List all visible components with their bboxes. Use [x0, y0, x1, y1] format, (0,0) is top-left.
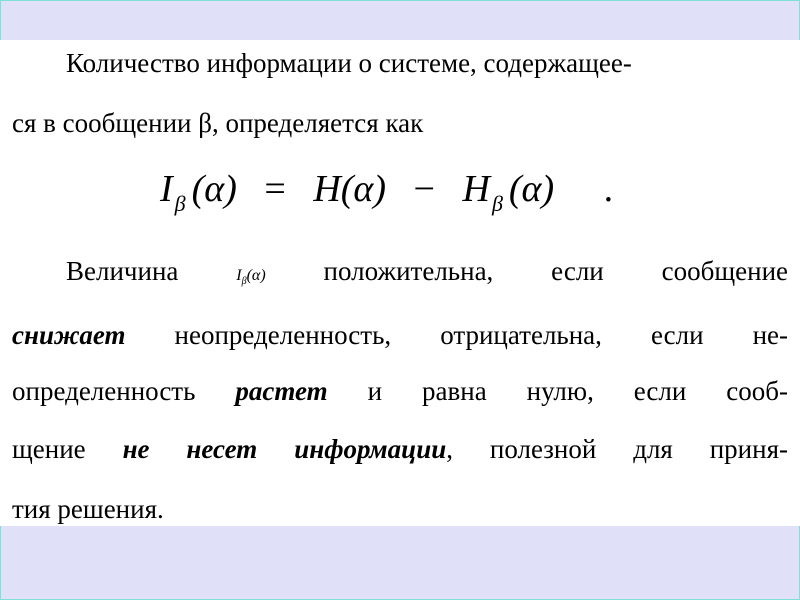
p2-line2-rest: неопределенность, отрицательна, если не- — [174, 320, 789, 350]
paragraph2-line2 — [12, 322, 788, 349]
p2-line1-start: Величина — [66, 256, 179, 286]
formula-minus: − — [413, 168, 435, 210]
formula-h2-symbol: H — [462, 168, 490, 210]
formula-h1-symbol: H — [313, 168, 341, 210]
emph-grows: растет — [235, 376, 328, 406]
formula-period: . — [603, 168, 614, 210]
inline-symbol: I — [236, 267, 242, 284]
emph-no-info: не несет информации — [122, 434, 447, 464]
formula-lhs-symbol: I — [160, 168, 173, 210]
paragraph1-line2: ся в сообщении β, определяется как — [12, 108, 424, 138]
formula-equals: = — [264, 168, 286, 210]
paragraph2-line5: тия решения. — [12, 494, 164, 524]
p2-line4-rest: , полезной для приня- — [446, 434, 788, 464]
p2-line3-start: определенность — [12, 376, 196, 406]
p2-line1-end: положительна, если сообщение — [323, 256, 789, 286]
slide-content — [0, 40, 800, 526]
paragraph1-line1: Количество информации о системе, содержащее- — [66, 48, 632, 78]
paragraph2-line3 — [12, 378, 788, 405]
paragraph2-line4 — [12, 436, 788, 463]
formula-h2-sub: β — [491, 191, 503, 216]
p2-line4-start: щение — [12, 434, 86, 464]
paragraph2-line1 — [66, 258, 788, 285]
inline-formula — [236, 267, 266, 287]
formula-lhs-arg: (α) — [191, 168, 237, 210]
formula-h1-arg: (α) — [340, 168, 387, 210]
formula-h2-arg: (α) — [508, 168, 555, 210]
inline-arg: (α) — [246, 267, 266, 284]
formula-lhs-sub: β — [174, 191, 186, 216]
inline-sub: β — [241, 276, 247, 287]
emph-reduces: снижает — [12, 320, 126, 350]
formula-main — [160, 170, 613, 220]
p2-line3-rest: и равна нулю, если сооб- — [367, 376, 789, 406]
